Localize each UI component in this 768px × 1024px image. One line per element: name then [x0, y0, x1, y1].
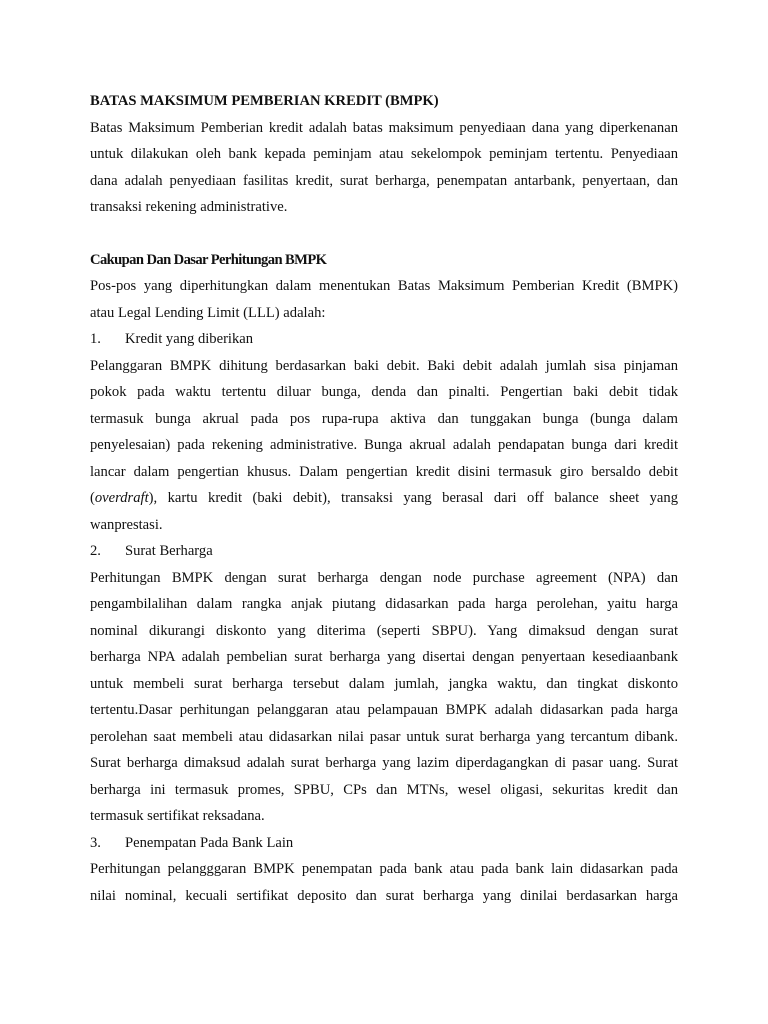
paragraph-line: Pelanggaran BMPK dihitung berdasarkan baki debit. Baki debit adalah jumlah sisa pinjaman — [90, 357, 678, 374]
paragraph-line: lancar dalam pengertian khusus. Dalam pengertian kredit disini termasuk giro bersaldo debit — [90, 463, 678, 480]
item2-paragraph — [90, 565, 678, 830]
lead-paragraph — [90, 273, 678, 326]
list-item-label: Penempatan Pada Bank Lain — [125, 834, 294, 851]
italic-term: overdraft — [94, 490, 149, 506]
list-item-heading — [90, 326, 678, 353]
paragraph-line: termasuk sertifikat reksadana. — [90, 808, 265, 824]
list-item-number: 2. — [90, 543, 101, 559]
paragraph-line: tertentu.Dasar perhitungan pelanggaran atau pelampauan BMPK adalah didasarkan pada harga — [90, 702, 678, 718]
paragraph-line: perolehan saat membeli atau didasarkan nilai pasar untuk surat berharga yang tercantum dibank. — [90, 728, 678, 745]
list-item-heading — [90, 538, 678, 565]
paragraph-line: Batas Maksimum Pemberian kredit adalah batas maksimum penyediaan dana yang diperkenanan — [90, 119, 678, 136]
paragraph-line — [90, 485, 678, 512]
paragraph-line: penyelesaian) pada rekening administrative. Bunga akrual adalah pendapatan bunga dari kredit — [90, 437, 678, 453]
paragraph-line: untuk membeli surat berharga tersebut dalam jumlah, jangka waktu, dan tingkat diskonto — [90, 675, 678, 692]
document-body — [90, 88, 678, 909]
spacer — [90, 221, 678, 247]
paragraph-line: wanprestasi. — [90, 516, 163, 533]
text-fragment: ( — [90, 490, 95, 506]
document-title: BATAS MAKSIMUM PEMBERIAN KREDIT (BMPK) — [90, 93, 439, 109]
paragraph-line: Perhitungan pelangggaran BMPK penempatan pada bank atau pada bank lain didasarkan pada — [90, 861, 678, 877]
paragraph-line: transaksi rekening administrative. — [90, 199, 288, 215]
paragraph-line: nilai nominal, kecuali sertifikat deposito dan surat berharga yang dinilai berdasarkan harga — [90, 887, 678, 904]
paragraph-line: Perhitungan BMPK dengan surat berharga dengan node purchase agreement (NPA) dan — [90, 569, 678, 586]
paragraph-line: berharga ini termasuk promes, SPBU, CPs dan MTNs, wesel oligasi, sekuritas kredit dan — [90, 781, 678, 798]
section-heading: Cakupan Dan Dasar Perhitungan BMPK — [90, 251, 327, 268]
paragraph-line: dana adalah penyediaan fasilitas kredit, surat berharga, penempatan antarbank, penyertaan, dan — [90, 172, 678, 189]
intro-paragraph — [90, 115, 678, 221]
paragraph-line: untuk dilakukan oleh bank kepada peminjam atau sekelompok peminjam tertentu. Penyediaan — [90, 146, 678, 162]
paragraph-line: Surat berharga dimaksud adalah surat berharga yang lazim diperdagangkan di pasar uang. Surat — [90, 755, 678, 771]
text-fragment: ), kartu kredit (baki debit), transaksi yang berasal dari off balance sheet yang — [148, 490, 678, 506]
paragraph-line: nominal dikurangi diskonto yang diterima (seperti SBPU). Yang dimaksud dengan surat — [90, 622, 678, 639]
list-item-number: 1. — [90, 331, 101, 347]
paragraph-line: termasuk bunga akrual pada pos rupa-rupa aktiva dan tunggakan bunga (bunga dalam — [90, 410, 678, 427]
paragraph-line: atau Legal Lending Limit (LLL) adalah: — [90, 304, 326, 321]
list-item-label: Kredit yang diberikan — [125, 331, 254, 347]
list-item-heading — [90, 830, 678, 857]
paragraph-line: berharga NPA adalah pembelian surat berharga yang disertai dengan penyertaan kesediaanbank — [90, 649, 678, 665]
paragraph-line: Pos-pos yang diperhitungkan dalam menentukan Batas Maksimum Pemberian Kredit (BMPK) — [90, 278, 678, 294]
item1-paragraph — [90, 353, 678, 539]
list-item-number: 3. — [90, 834, 101, 851]
paragraph-line: pengambilalihan dalam rangka anjak piutang didasarkan pada harga perolehan, yaitu harga — [90, 596, 678, 612]
item3-paragraph — [90, 856, 678, 909]
list-item-label: Surat Berharga — [125, 543, 213, 559]
paragraph-line: pokok pada waktu tertentu diluar bunga, denda dan pinalti. Pengertian baki debit tidak — [90, 384, 678, 400]
